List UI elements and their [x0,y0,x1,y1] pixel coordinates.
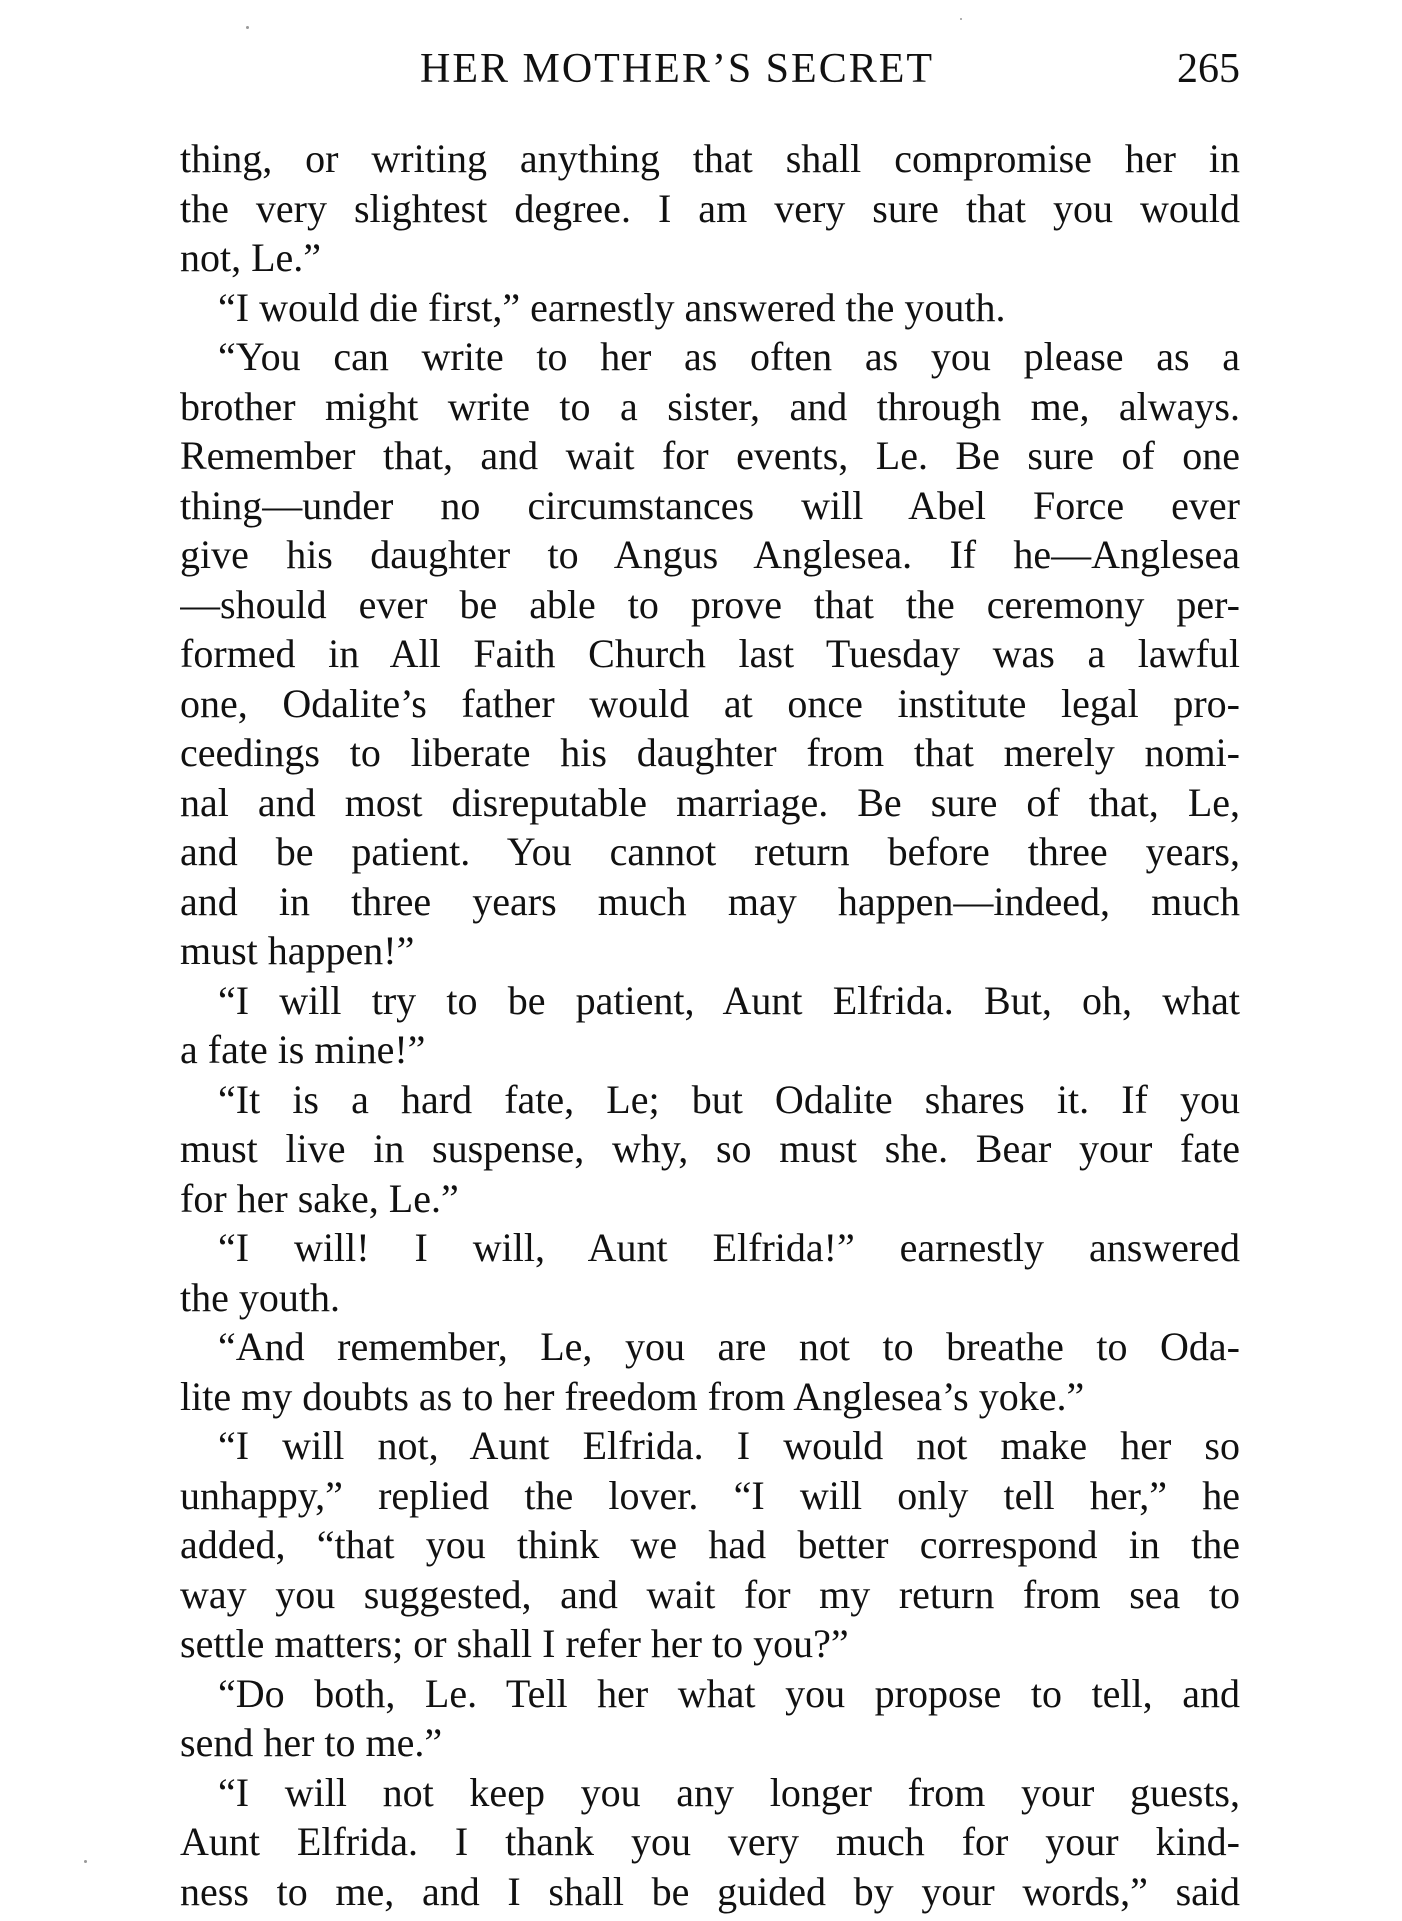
text-line: one, Odalite’s father would at once institute legal pro- [180,680,1240,726]
text-line: ceedings to liberate his daughter from that merely nomi- [180,730,1240,775]
text-line: lite my doubts as to her freedom from Anglesea’s yoke.” [180,1373,1085,1419]
text-line: “I will not keep you any longer from your guests, [218,1769,1240,1815]
text-line: “I will! I will, Aunt Elfrida!” earnestly answered [218,1225,1240,1270]
text-line: brother might write to a sister, and through me, always. [180,383,1240,429]
text-line: “I will try to be patient, Aunt Elfrida. But, oh, what [218,977,1240,1023]
paper-speck [246,26,249,29]
text-line: nal and most disreputable marriage. Be sure of that, Le, [180,779,1240,825]
text-line: a fate is mine!” [180,1027,426,1072]
paper-speck [960,18,962,20]
text-line: Remember that, and wait for events, Le. Be sure of one [180,433,1240,478]
text-line: “I will not, Aunt Elfrida. I would not make her so [218,1423,1240,1468]
text-line: settle matters; or shall I refer her to you?” [180,1621,849,1666]
text-line: thing—under no circumstances will Abel Force ever [180,482,1240,528]
text-line: “You can write to her as often as you please as a [218,334,1240,379]
text-line: “It is a hard fate, Le; but Odalite shares it. If you [218,1076,1240,1122]
text-line: the youth. [180,1274,340,1320]
paper-speck [84,1860,87,1863]
text-line: “And remember, Le, you are not to breathe to Oda- [218,1324,1240,1369]
text-line: the very slightest degree. I am very sure that you would [180,185,1240,231]
text-line: for her sake, Le.” [180,1175,459,1221]
text-line: and in three years much may happen—indeed, much [180,878,1240,924]
text-line: must live in suspense, why, so must she. Bear your fate [180,1126,1240,1171]
running-title: HER MOTHER’S SECRET [420,46,935,92]
text-line: formed in All Faith Church last Tuesday was a lawful [180,631,1240,676]
text-line: Aunt Elfrida. I thank you very much for your kind- [180,1819,1240,1864]
text-line: not, Le.” [180,235,322,280]
text-line: ness to me, and I shall be guided by your words,” said [180,1868,1240,1914]
text-line: added, “that you think we had better correspond in the [180,1522,1240,1567]
text-line: —should ever be able to prove that the ceremony per- [180,581,1240,627]
text-line: must happen!” [180,928,415,973]
text-line: way you suggested, and wait for my return from sea to [180,1571,1240,1617]
text-line: and be patient. You cannot return before three years, [180,829,1240,874]
text-line: thing, or writing anything that shall compromise her in [180,136,1240,181]
text-line: “I would die first,” earnestly answered the youth. [218,284,1006,330]
text-line: “Do both, Le. Tell her what you propose to tell, and [218,1670,1240,1716]
page-number: 265 [1177,46,1240,92]
text-line: unhappy,” replied the lover. “I will only tell her,” he [180,1472,1240,1518]
text-line: give his daughter to Angus Anglesea. If he—Anglesea [180,532,1240,577]
body-text [180,134,1240,1916]
running-head [180,44,1240,94]
text-line: send her to me.” [180,1720,443,1765]
